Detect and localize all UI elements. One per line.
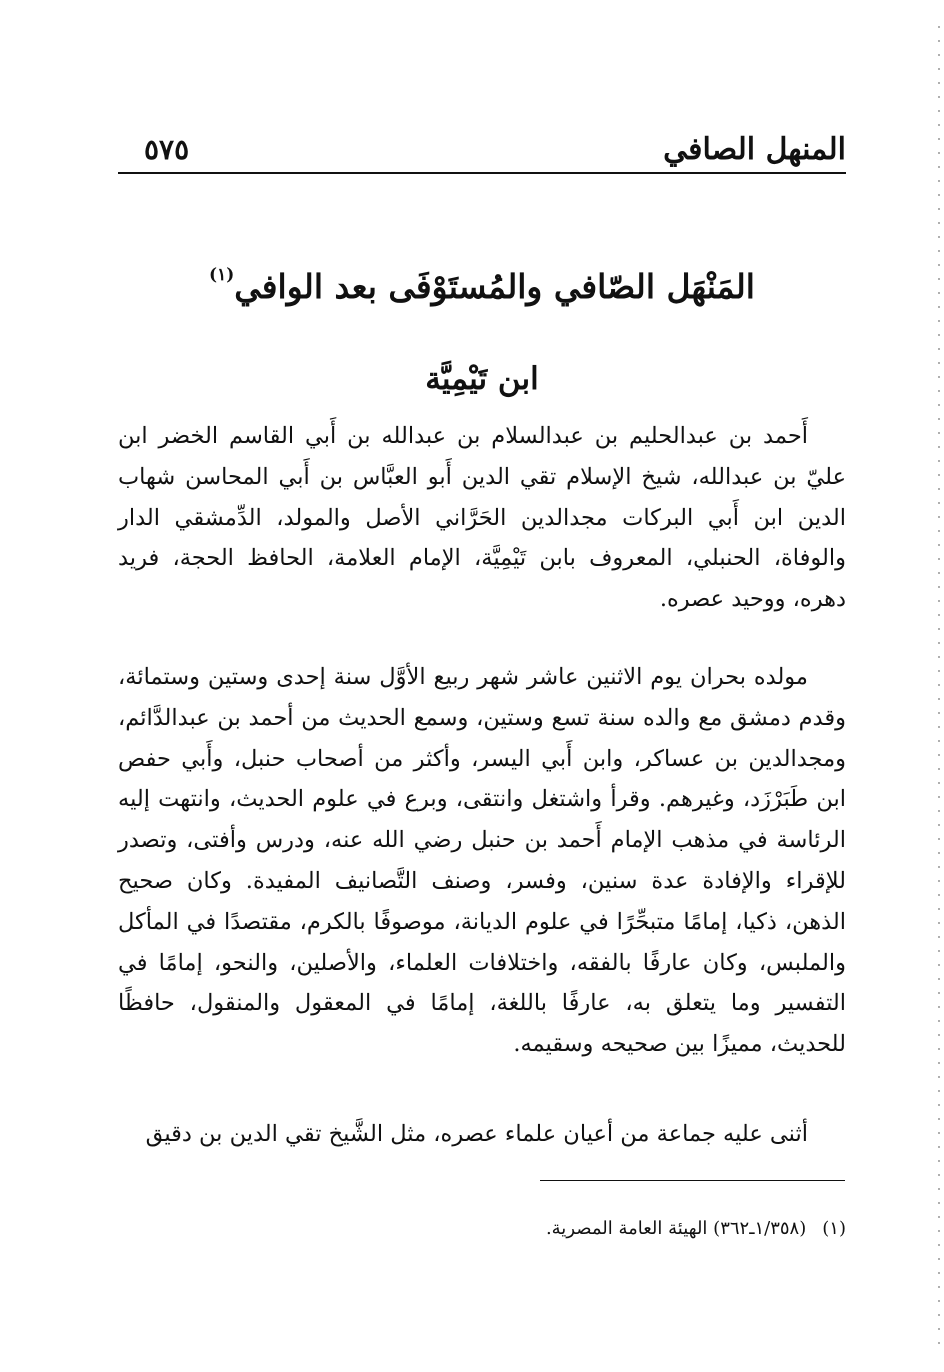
scan-edge-dots — [938, 20, 940, 1350]
footnote-text: (١/٣٥٨ـ٣٦٢) الهيئة العامة المصرية. — [545, 1218, 807, 1239]
running-title: المنهل الصافي — [663, 132, 846, 167]
footnote-divider — [540, 1180, 845, 1181]
footnote-marker: (١) — [822, 1218, 846, 1239]
book-title-text: المَنْهَل الصّافي والمُستَوْفَى بعد الوافي — [234, 267, 755, 306]
book-title — [118, 250, 846, 312]
running-header — [118, 128, 846, 174]
paragraph-2-text: مولده بحران يوم الاثنين عاشر شهر ربيع الأوَّل سنة إحدى وستين وستمائة، وقدم دمشق مع والده سنة تسع وستين، وسمع الحديث من أحمد بن عبدالدَّائم، ومجدالدين بن عساكر، وابن أَبي اليسر، وأكثر من أصحاب حنبل، وأَبي حفص ابن طَبَرْزَد، وغيرهم. وقرأ واشتغل وانتقى، وبرع في علوم الحديث، وانتهت إليه الرئاسة في مذهب الإمام أَحمد بن حنبل رضي الله عنه، ودرس وأفتى، وتصدر للإقراء والإفادة عدة سنين، وفسر، وصنف التَّصانيف المفيدة. وكان صحيح الذهن، ذكيا، إمامًا متبحِّرًا في علوم الديانة، موصوفًا بالكرم، مقتصدًا في المأكل والملبس، وكان عارفًا بالفقه، واختلافات العلماء، والأصلين، والنحو، إمامًا في التفسير وما يتعلق به، عارفًا باللغة، إمامًا في المعقول والمنقول، حافظًا للحديث، مميزًا بين صحيحه وسقيمه. — [118, 664, 846, 1058]
paragraph-3-text: أثنى عليه جماعة من أعيان علماء عصره، مثل الشَّيخ تقي الدين بن دقيق — [145, 1121, 808, 1147]
footnote — [118, 1214, 846, 1244]
paragraph-2 — [118, 657, 846, 1065]
book-title-footnote-ref[interactable]: (١) — [209, 265, 235, 285]
paragraph-1-text: أَحمد بن عبدالحليم بن عبدالسلام بن عبدالله بن أَبي القاسم الخضر ابن عليّ بن عبدالله، شيخ الإسلام تقي الدين أَبو العبَّاس بن أَبي المحاسن شهاب الدين ابن أَبي البركات مجدالدين الحَرَّاني الأصل والمولد، الدِّمشقي الدار والوفاة، الحنبلي، المعروف بابن تَيْمِيَّة، الإمام العلامة، الحافظ الحجة، فريد دهره، ووحيد عصره. — [118, 423, 846, 613]
paragraph-1 — [118, 416, 846, 620]
page-number: ٥٧٥ — [144, 133, 190, 166]
paragraph-3 — [118, 1114, 846, 1155]
entry-heading: ابن تَيْمِيَّة — [425, 361, 539, 397]
